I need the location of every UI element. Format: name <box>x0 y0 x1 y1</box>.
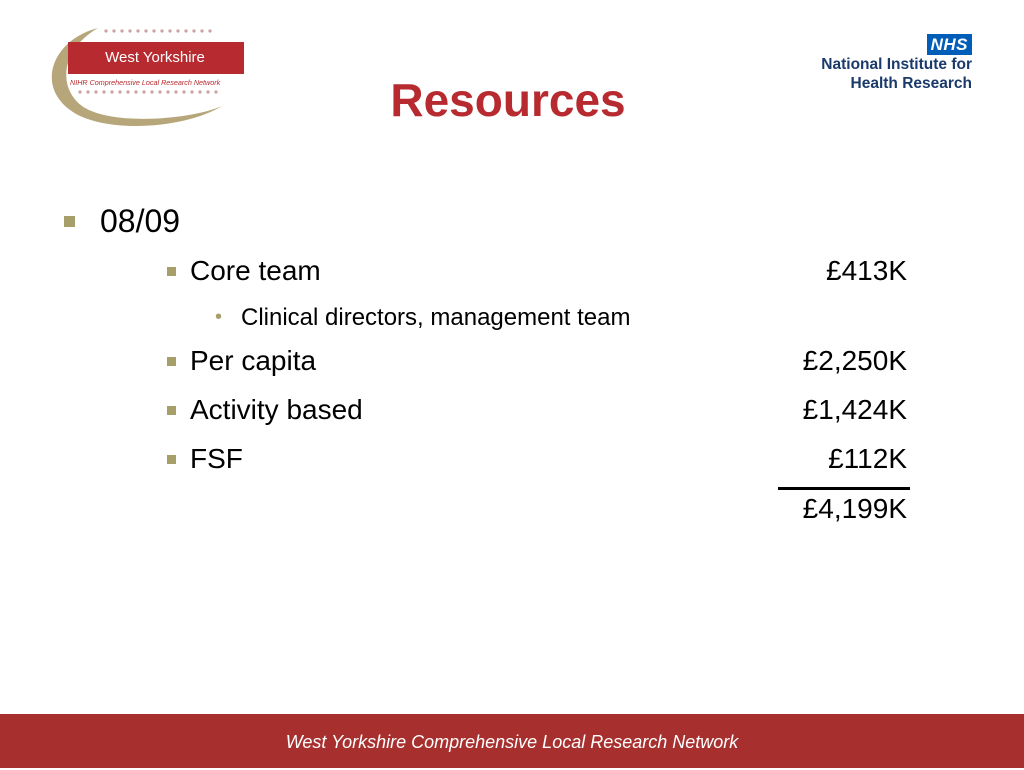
nihr-line-2: Health Research <box>850 75 972 92</box>
sub-item-label: Clinical directors, management team <box>241 304 631 331</box>
square-bullet-icon <box>167 406 176 415</box>
footer-text: West Yorkshire Comprehensive Local Research Network <box>285 732 739 752</box>
item-label: Activity based <box>190 394 363 425</box>
item-label: Per capita <box>190 345 317 376</box>
list-item <box>167 345 907 381</box>
square-bullet-icon <box>64 216 75 227</box>
item-amount: £1,424K <box>802 394 907 425</box>
nihr-line-1: National Institute for <box>821 56 972 73</box>
slide-title: Resources <box>390 74 626 126</box>
dot-bullet-icon: • <box>215 306 223 328</box>
total-amount: £4,199K <box>802 493 907 524</box>
total-divider <box>778 487 910 490</box>
list-item <box>167 255 907 291</box>
item-label: FSF <box>190 443 243 474</box>
item-amount: £112K <box>828 443 907 474</box>
item-amount: £2,250K <box>802 345 907 376</box>
logo-subtitle: NIHR Comprehensive Local Research Network <box>70 78 221 87</box>
square-bullet-icon <box>167 267 176 276</box>
list-item <box>167 443 907 479</box>
item-label: Core team <box>190 255 321 286</box>
logo-brand-label: West Yorkshire <box>68 42 244 74</box>
period-label: 08/09 <box>100 203 181 239</box>
footer-bar <box>0 714 1024 768</box>
item-amount: £413K <box>826 255 907 286</box>
list-item <box>167 394 907 430</box>
nhs-badge: NHS <box>927 34 972 55</box>
square-bullet-icon <box>167 357 176 366</box>
square-bullet-icon <box>167 455 176 464</box>
